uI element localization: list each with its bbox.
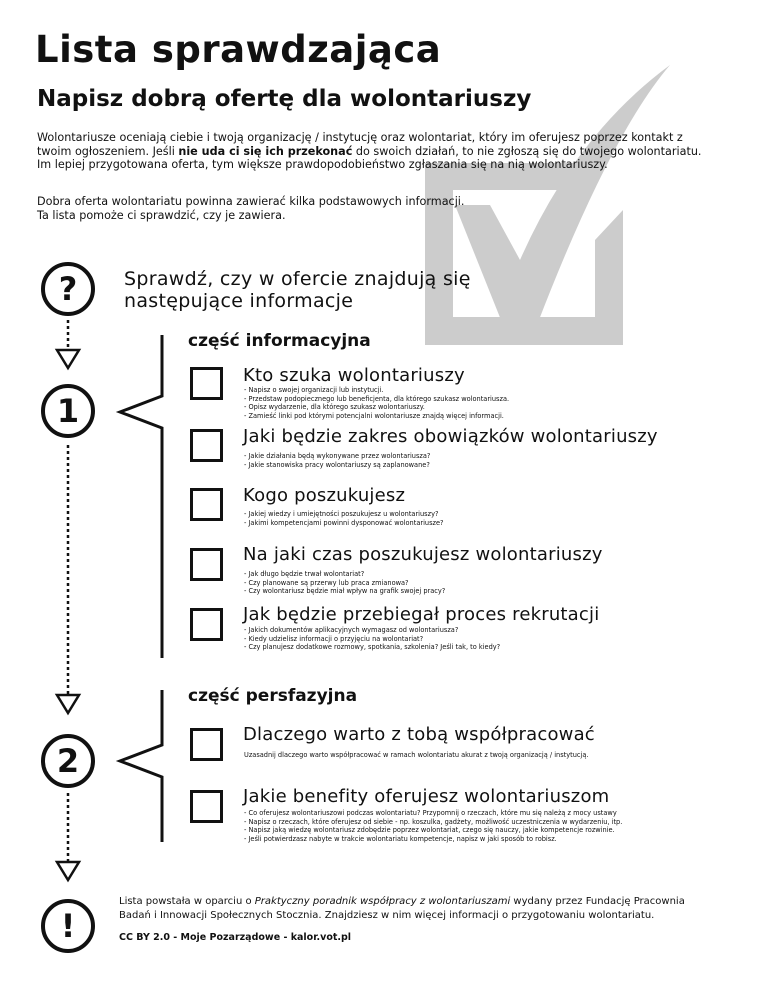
item-description: - Jakie działania będą wykonywane przez wolontariusza? - Jakie stanowiska pracy wolontariuszy są zaplanowane? — [244, 452, 431, 469]
item-title: Jakie benefity oferujesz wolontariuszom — [243, 786, 610, 807]
checkbox-benefits[interactable] — [190, 790, 223, 823]
item-description: - Jakiej wiedzy i umiejętności poszukujesz u wolontariuszy? - Jakimi kompetencjami powinni dysponować wolontariusze? — [244, 510, 444, 527]
item-description: - Co oferujesz wolontariuszowi podczas wolontariatu? Przypomnij o rzeczach, które mu się należą z mocy ustawy - Napisz o rzeczach, które oferujesz od siebie - np. koszulka, gadżety, możliwość uczestniczenia w wydarzeniu, itp. - Napisz jaką wiedzę wolontariusz zdobędzie poprzez wolontariat, czego się nauczy, jakie kompetencje rozwinie. - Jeśli potwierdzasz nabyte w trakcie wolontariatu kompetencje, napisz w jaki sposób to robisz. — [244, 809, 623, 843]
source-note: Lista powstała w oparciu o Praktyczny poradnik współpracy z wolontariuszami wydany przez Fundację Pracownia Badań i Innowacji Społecznych Stocznia. Znajdziesz w nim więcej informacji o przygotowaniu wolontariatu. — [119, 896, 685, 921]
section-1-title: część informacyjna — [188, 331, 371, 351]
item-description: - Jak długo będzie trwał wolontariat? - Czy planowane są przerwy lub praca zmianowa? - Czy wolontariusz będzie miał wpływ na grafik swojej pracy? — [244, 570, 446, 596]
item-title: Jaki będzie zakres obowiązków wolontariuszy — [243, 426, 658, 447]
check-prompt: Sprawdź, czy w ofercie znajdują się następujące informacje — [124, 268, 471, 312]
checkbox-why-cooperate[interactable] — [190, 728, 223, 761]
step-2-icon: 2 — [41, 734, 95, 788]
item-title: Kto szuka wolontariuszy — [243, 365, 465, 386]
license-line: CC BY 2.0 - Moje Pozarządowe - kalor.vot.pl — [119, 932, 352, 943]
checkbox-who-needed[interactable] — [190, 488, 223, 521]
checkbox-recruitment[interactable] — [190, 608, 223, 641]
checkbox-time[interactable] — [190, 548, 223, 581]
intro-paragraph-2: Dobra oferta wolontariatu powinna zawierać kilka podstawowych informacji. Ta lista pomoże ci sprawdzić, czy je zawiera. — [37, 195, 465, 222]
item-description: - Napisz o swojej organizacji lub instytucji. - Przedstaw podopiecznego lub beneficjenta, dla którego szukasz wolontariusza. - Opisz wydarzenie, dla którego szukasz wolontariuszy. - Zamieść linki pod którymi potencjalni wolontariusze znajdą więcej informacji. — [244, 386, 510, 420]
item-title: Kogo poszukujesz — [243, 485, 406, 506]
page-subtitle: Napisz dobrą ofertę dla wolontariuszy — [37, 86, 532, 112]
intro-emphasis: nie uda ci się ich przekonać — [178, 144, 353, 158]
step-1-icon: 1 — [41, 384, 95, 438]
exclamation-icon: ! — [41, 899, 95, 953]
item-description: - Jakich dokumentów aplikacyjnych wymagasz od wolontariusza? - Kiedy udzielisz informacji o przyjęciu na wolontariat? - Czy planujesz dodatkowe rozmowy, spotkania, szkolenia? Jeśli tak, to kiedy? — [244, 626, 501, 652]
item-title: Dlaczego warto z tobą współpracować — [243, 724, 595, 745]
section-2-title: część persfazyjna — [188, 686, 358, 706]
source-book-title: Praktyczny poradnik współpracy z wolontariuszami — [254, 896, 511, 907]
question-icon: ? — [41, 262, 95, 316]
item-description: Uzasadnij dlaczego warto współpracować w ramach wolontariatu akurat z twoją organizacją / instytucją. — [244, 751, 589, 759]
item-title: Na jaki czas poszukujesz wolontariuszy — [243, 544, 603, 565]
checkbox-who-seeks[interactable] — [190, 367, 223, 400]
page-title: Lista sprawdzająca — [35, 28, 442, 71]
item-title: Jak będzie przebiegał proces rekrutacji — [243, 604, 600, 625]
intro-paragraph: Wolontariusze oceniają ciebie i twoją organizację / instytucję oraz wolontariat, który im oferujesz poprzez kontakt z twoim ogłoszeniem. Jeśli nie uda ci się ich przekonać do swoich działań, to nie zgłoszą się do twojego wolontariatu. Im lepiej przygotowana oferta, tym większe prawdopodobieństwo zgłaszania się na nią wolontariuszy. — [37, 131, 702, 172]
checkbox-duties[interactable] — [190, 429, 223, 462]
